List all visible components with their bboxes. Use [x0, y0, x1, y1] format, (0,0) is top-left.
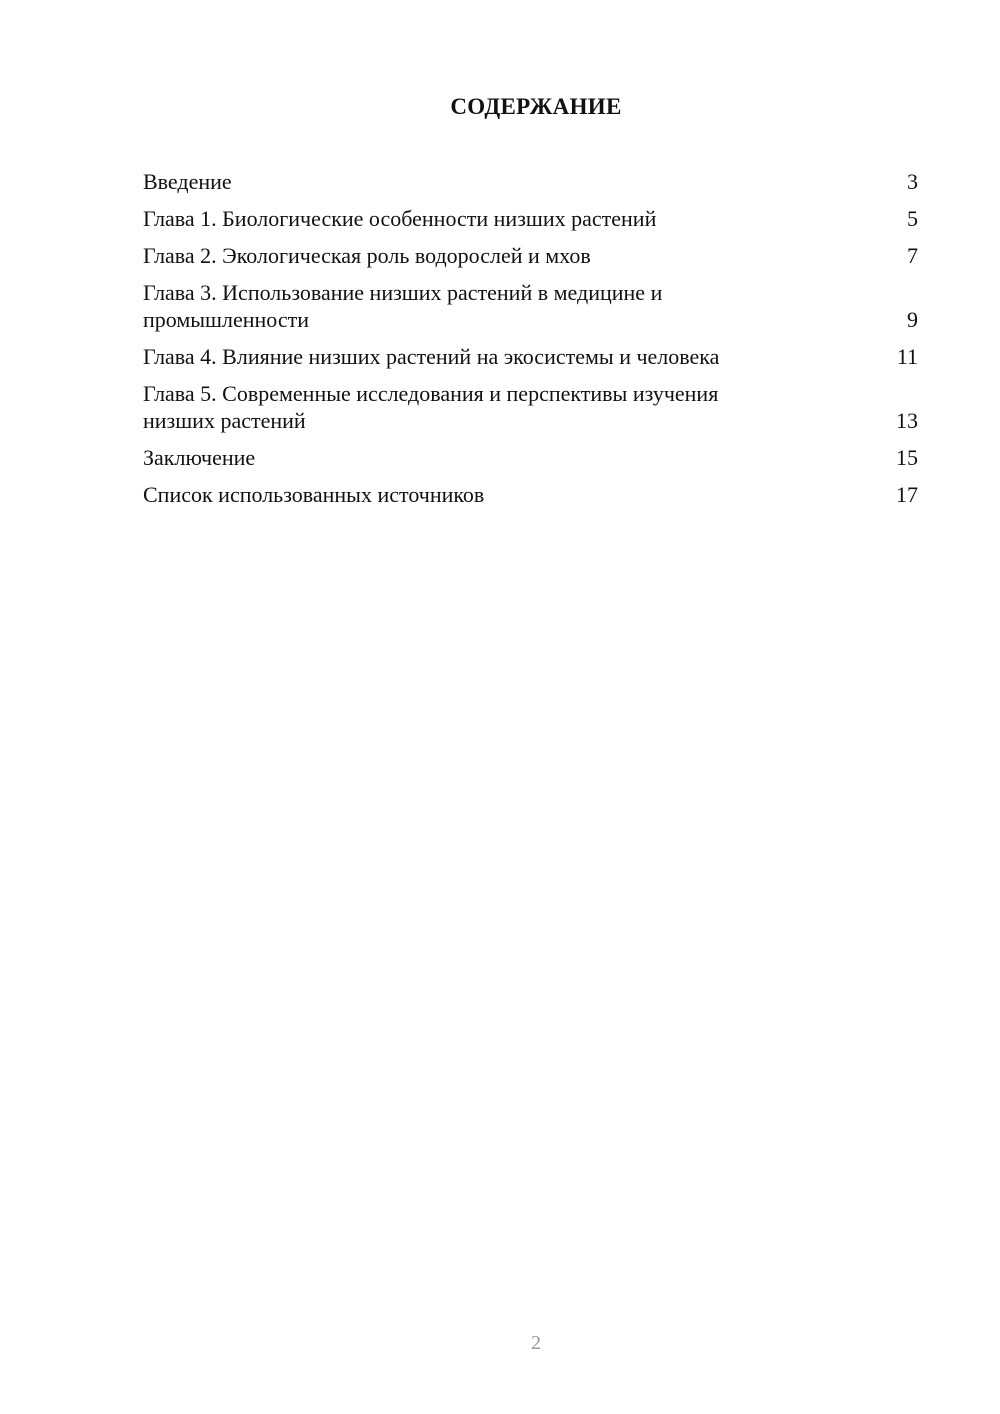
toc-entry-page: 5: [907, 206, 918, 231]
toc-entry-label: Глава 5. Современные исследования и перспективы изучения низших растений: [143, 381, 719, 433]
toc-entry-page: 15: [896, 445, 918, 470]
toc-entry-page: 7: [907, 243, 918, 268]
toc-entry-chapter-4[interactable]: [143, 343, 918, 370]
toc-entry-references[interactable]: [143, 481, 918, 508]
toc-entry-chapter-2[interactable]: [143, 242, 918, 269]
toc-entry-label: Список использованных источников: [143, 482, 485, 507]
page-title: СОДЕРЖАНИЕ: [450, 94, 622, 119]
toc-entry-page: 17: [896, 482, 918, 507]
toc-entry-label: Заключение: [143, 445, 256, 470]
toc-entry-chapter-3[interactable]: [143, 279, 918, 333]
toc-entry-conclusion[interactable]: [143, 444, 918, 471]
table-of-contents: [143, 168, 918, 518]
toc-entry-chapter-5[interactable]: [143, 380, 918, 434]
toc-entry-page: 11: [896, 344, 918, 369]
toc-entry-label: Глава 3. Использование низших растений в медицине и промышленности: [143, 280, 663, 332]
toc-entry-label: Введение: [143, 169, 232, 194]
page-number: 2: [531, 1332, 541, 1354]
toc-entry-introduction[interactable]: [143, 168, 918, 195]
toc-entry-page: 13: [896, 408, 918, 433]
toc-entry-page: 3: [907, 169, 918, 194]
toc-entry-label: Глава 2. Экологическая роль водорослей и мхов: [143, 243, 591, 268]
toc-entry-label: Глава 1. Биологические особенности низших растений: [143, 206, 657, 231]
toc-entry-label: Глава 4. Влияние низших растений на экосистемы и человека: [143, 344, 720, 369]
toc-entry-page: 9: [907, 307, 918, 332]
toc-entry-chapter-1[interactable]: [143, 205, 918, 232]
